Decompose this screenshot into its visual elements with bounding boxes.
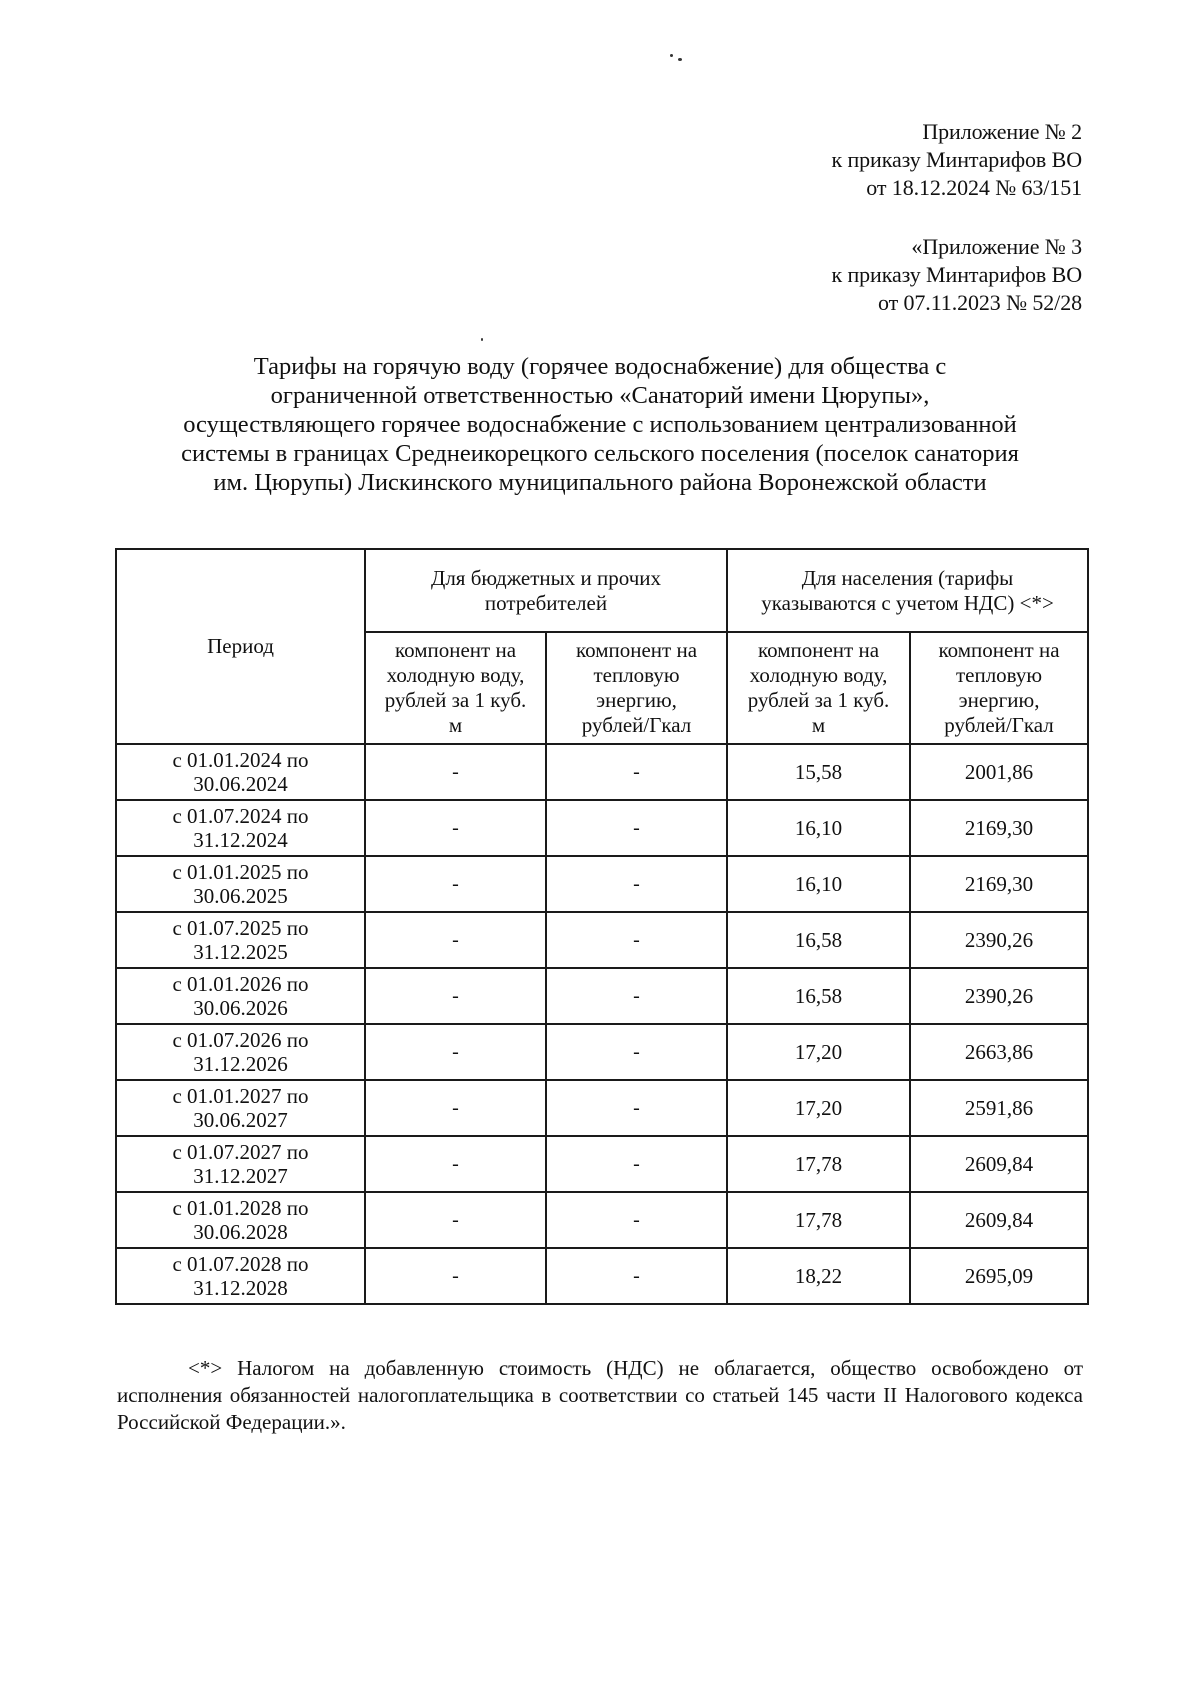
- header-population: Для населения (тарифы указываются с учетом НДС) <*>: [727, 549, 1088, 632]
- budget-heat-energy-cell: -: [546, 912, 727, 968]
- appendix-number: «Приложение № 3: [911, 234, 1082, 259]
- budget-heat-energy-cell: -: [546, 1192, 727, 1248]
- vat-footnote: [117, 1355, 1083, 1436]
- table-row: [116, 856, 1088, 912]
- population-heat-energy-cell: 2390,26: [910, 912, 1088, 968]
- budget-heat-energy-cell: -: [546, 856, 727, 912]
- population-cold-water-cell: 16,10: [727, 800, 910, 856]
- period-cell: с 01.01.2026 по 30.06.2026: [116, 968, 365, 1024]
- table-row: [116, 912, 1088, 968]
- budget-cold-water-cell: -: [365, 800, 546, 856]
- appendix-reference-current: [831, 118, 1082, 202]
- population-heat-energy-cell: 2695,09: [910, 1248, 1088, 1304]
- table-row: [116, 800, 1088, 856]
- budget-heat-energy-cell: -: [546, 968, 727, 1024]
- population-cold-water-cell: 15,58: [727, 744, 910, 800]
- population-heat-energy-cell: 2663,86: [910, 1024, 1088, 1080]
- budget-cold-water-cell: -: [365, 856, 546, 912]
- table-row: [116, 1080, 1088, 1136]
- period-cell: с 01.01.2024 по 30.06.2024: [116, 744, 365, 800]
- budget-heat-energy-cell: -: [546, 1248, 727, 1304]
- population-cold-water-cell: 16,10: [727, 856, 910, 912]
- budget-cold-water-cell: -: [365, 912, 546, 968]
- scan-artifact: [481, 338, 483, 341]
- population-heat-energy-cell: 2001,86: [910, 744, 1088, 800]
- appendix-order-ref: к приказу Минтарифов ВО: [831, 147, 1082, 172]
- period-cell: с 01.07.2026 по 31.12.2026: [116, 1024, 365, 1080]
- document-title: [112, 352, 1088, 497]
- subheader-population-heat-energy: компонент на тепловую энергию, рублей/Гкал: [910, 632, 1088, 744]
- appendix-order-date: от 07.11.2023 № 52/28: [877, 290, 1082, 315]
- appendix-reference-amended: [831, 233, 1082, 317]
- period-cell: с 01.01.2025 по 30.06.2025: [116, 856, 365, 912]
- population-heat-energy-cell: 2169,30: [910, 856, 1088, 912]
- period-cell: с 01.07.2024 по 31.12.2024: [116, 800, 365, 856]
- population-cold-water-cell: 16,58: [727, 968, 910, 1024]
- population-heat-energy-cell: 2591,86: [910, 1080, 1088, 1136]
- budget-cold-water-cell: -: [365, 1080, 546, 1136]
- header-budget-consumers: Для бюджетных и прочих потребителей: [365, 549, 727, 632]
- population-cold-water-cell: 18,22: [727, 1248, 910, 1304]
- title-line: им. Цюрупы) Лискинского муниципального района Воронежской области: [213, 469, 987, 496]
- scan-artifact: [678, 58, 682, 61]
- appendix-order-ref: к приказу Минтарифов ВО: [831, 262, 1082, 287]
- population-heat-energy-cell: 2390,26: [910, 968, 1088, 1024]
- population-cold-water-cell: 17,78: [727, 1192, 910, 1248]
- population-cold-water-cell: 17,20: [727, 1080, 910, 1136]
- title-line: ограниченной ответственностью «Санаторий имени Цюрупы»,: [270, 382, 930, 409]
- title-line: Тарифы на горячую воду (горячее водоснабжение) для общества с: [253, 353, 947, 380]
- budget-cold-water-cell: -: [365, 1024, 546, 1080]
- budget-heat-energy-cell: -: [546, 1024, 727, 1080]
- table-row: [116, 968, 1088, 1024]
- period-cell: с 01.07.2025 по 31.12.2025: [116, 912, 365, 968]
- budget-cold-water-cell: -: [365, 1248, 546, 1304]
- period-cell: с 01.07.2027 по 31.12.2027: [116, 1136, 365, 1192]
- header-period: Период: [116, 549, 365, 744]
- subheader-budget-cold-water: компонент на холодную воду, рублей за 1 куб. м: [365, 632, 546, 744]
- population-heat-energy-cell: 2169,30: [910, 800, 1088, 856]
- table-row: [116, 744, 1088, 800]
- budget-cold-water-cell: -: [365, 744, 546, 800]
- title-line: осуществляющего горячее водоснабжение с использованием централизованной: [183, 411, 1017, 438]
- table-row: [116, 1024, 1088, 1080]
- period-cell: с 01.01.2027 по 30.06.2027: [116, 1080, 365, 1136]
- appendix-order-date: от 18.12.2024 № 63/151: [866, 175, 1082, 200]
- budget-heat-energy-cell: -: [546, 800, 727, 856]
- budget-cold-water-cell: -: [365, 1136, 546, 1192]
- subheader-budget-heat-energy: компонент на тепловую энергию, рублей/Гкал: [546, 632, 727, 744]
- population-heat-energy-cell: 2609,84: [910, 1136, 1088, 1192]
- budget-heat-energy-cell: -: [546, 1136, 727, 1192]
- population-cold-water-cell: 16,58: [727, 912, 910, 968]
- budget-cold-water-cell: -: [365, 968, 546, 1024]
- table-row: [116, 1136, 1088, 1192]
- population-cold-water-cell: 17,20: [727, 1024, 910, 1080]
- table-row: [116, 1192, 1088, 1248]
- period-cell: с 01.01.2028 по 30.06.2028: [116, 1192, 365, 1248]
- subheader-population-cold-water: компонент на холодную воду, рублей за 1 куб. м: [727, 632, 910, 744]
- population-heat-energy-cell: 2609,84: [910, 1192, 1088, 1248]
- period-cell: с 01.07.2028 по 31.12.2028: [116, 1248, 365, 1304]
- tariff-table: [115, 548, 1089, 1305]
- appendix-number: Приложение № 2: [922, 119, 1082, 144]
- budget-cold-water-cell: -: [365, 1192, 546, 1248]
- population-cold-water-cell: 17,78: [727, 1136, 910, 1192]
- table-row: [116, 1248, 1088, 1304]
- title-line: системы в границах Среднеикорецкого сельского поселения (поселок санатория: [181, 440, 1019, 467]
- budget-heat-energy-cell: -: [546, 744, 727, 800]
- budget-heat-energy-cell: -: [546, 1080, 727, 1136]
- scan-artifact: [670, 54, 673, 57]
- footnote-text: <*> Налогом на добавленную стоимость (НДС) не облагается, общество освобождено от исполнения обязанностей налогоплательщика в соответствии со статьей 145 части II Налогового кодекса Российской Федерации.».: [117, 1356, 1083, 1434]
